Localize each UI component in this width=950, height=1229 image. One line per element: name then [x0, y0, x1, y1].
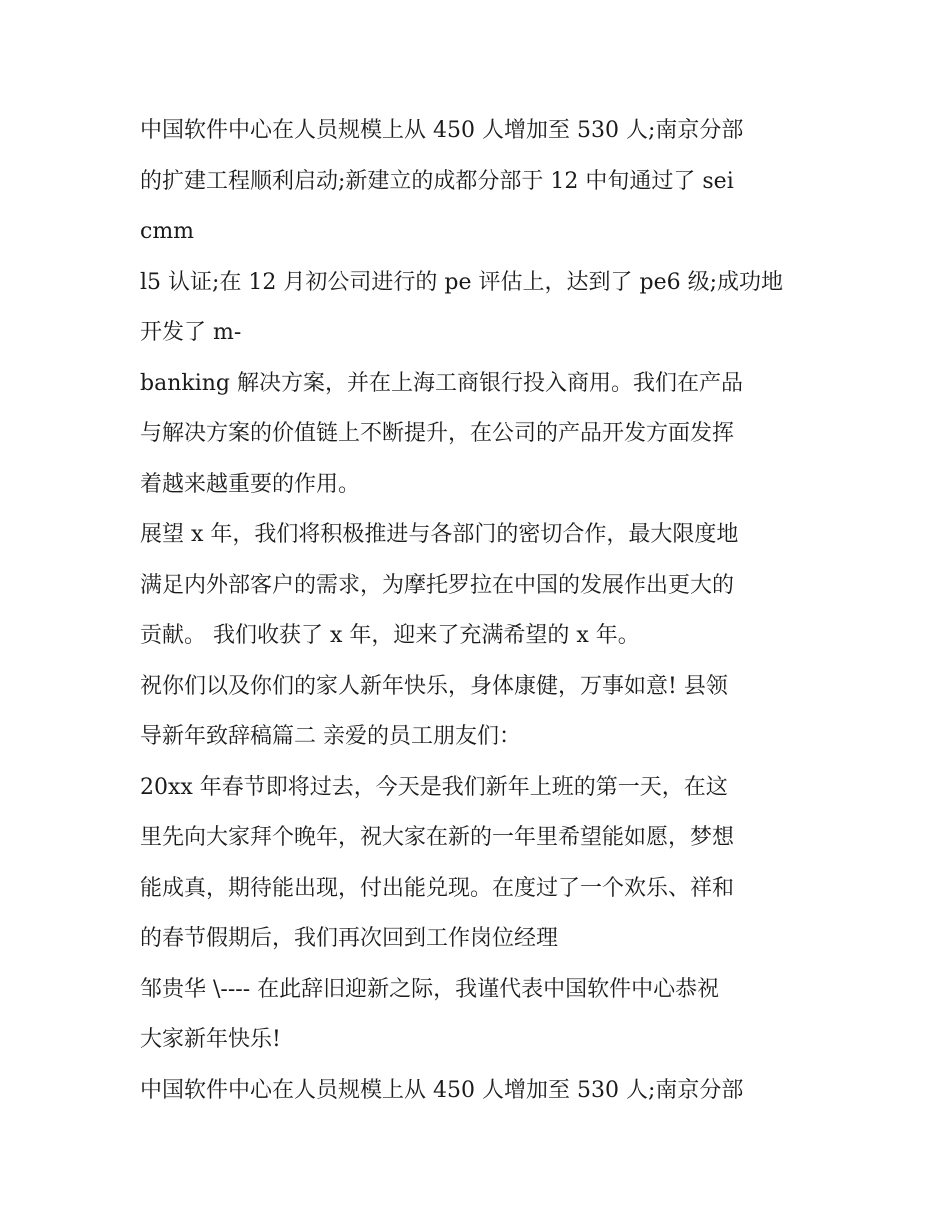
- text-line: 的扩建工程顺利启动;新建立的成都分部于 12 中旬通过了 sei: [140, 168, 734, 194]
- text-line: 开发了 m-: [140, 320, 242, 345]
- text-line: 着越来越重要的作用。: [140, 471, 361, 497]
- text-line: 大家新年快乐!: [140, 1027, 281, 1052]
- text-line: 中国软件中心在人员规模上从 450 人增加至 530 人;南京分部: [140, 1077, 744, 1103]
- text-line: banking 解决方案，并在上海工商银行投入商用。我们在产品: [140, 370, 743, 396]
- text-line: 展望 x 年，我们将积极推进与各部门的密切合作，最大限度地: [140, 522, 739, 547]
- document-body: [140, 106, 840, 1116]
- text-line: 贡献。 我们收获了 x 年，迎来了充满希望的 x 年。: [140, 623, 640, 648]
- text-line: 能成真，期待能出现，付出能兑现。在度过了一个欢乐、祥和: [140, 875, 735, 901]
- text-line: l5 认证;在 12 月初公司进行的 pe 评估上，达到了 pe6 级;成功地: [140, 269, 784, 295]
- text-line: 里先向大家拜个晚年，祝大家在新的一年里希望能如愿，梦想: [140, 825, 735, 850]
- text-line: 满足内外部客户的需求，为摩托罗拉在中国的发展作出更大的: [140, 572, 735, 598]
- text-line: 的春节假期后，我们再次回到工作岗位经理: [140, 926, 559, 951]
- text-line: 中国软件中心在人员规模上从 450 人增加至 530 人;南京分部: [140, 118, 744, 143]
- text-line: 与解决方案的价值链上不断提升，在公司的产品开发方面发挥: [140, 421, 735, 446]
- text-line: 祝你们以及你们的家人新年快乐，身体康健，万事如意! 县领: [140, 673, 728, 699]
- text-line: cmm: [140, 219, 195, 244]
- text-line: 导新年致辞稿篇二 亲爱的员工朋友们：: [140, 724, 521, 749]
- text-line: 20xx 年春节即将过去，今天是我们新年上班的第一天，在这: [140, 774, 728, 800]
- text-line: 邹贵华 \---- 在此辞旧迎新之际，我谨代表中国软件中心恭祝: [140, 976, 720, 1002]
